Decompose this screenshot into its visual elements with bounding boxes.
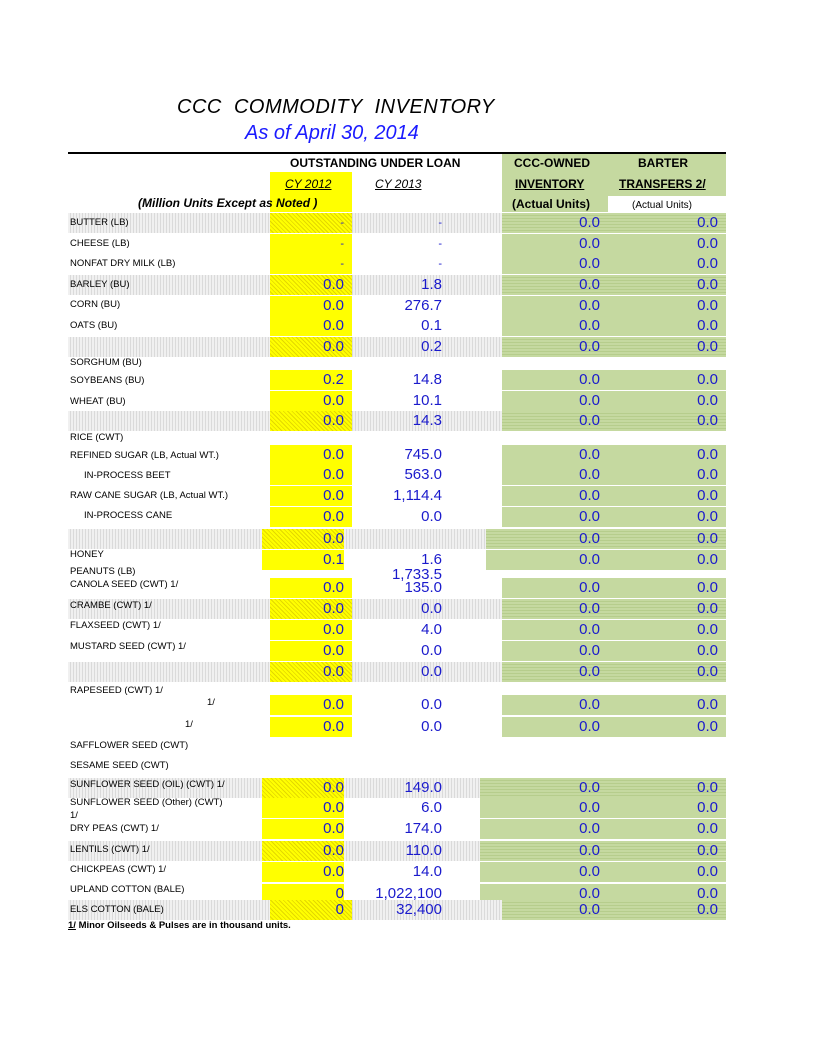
barter-value: 0.0 [697,412,718,429]
barter-value: 0.0 [697,255,718,272]
commodity-label: RAW CANE SUGAR (LB, Actual WT.) [70,490,229,501]
ccc-actual-units-header: (Actual Units) [512,197,590,211]
ccc-inventory-value: 0.0 [579,235,600,252]
page-subtitle: As of April 30, 2014 [245,122,419,144]
commodity-label: CHEESE (LB) [70,238,130,249]
commodity-label: CHICKPEAS (CWT) 1/ [70,864,167,875]
ccc-inventory-value: 0.0 [579,338,600,355]
ccc-inventory-value: 0.0 [579,579,600,596]
ccc-inventory-value: 0.0 [579,255,600,272]
footnote-mark: 1/ [68,920,76,931]
cy2012-value: 0.0 [323,530,344,547]
cy2012-value: 0.1 [323,551,344,568]
commodity-label: SUNFLOWER SEED (Other) (CWT) [70,797,223,808]
barter-value: 0.0 [697,551,718,568]
cy2012-value: 0.0 [323,412,344,429]
commodity-label: NONFAT DRY MILK (LB) [70,258,176,269]
barter-value: 0.0 [697,663,718,680]
cy2012-value: 0.0 [323,642,344,659]
cy2012-value: 0.0 [323,863,344,880]
cy2012-value: 0.0 [323,276,344,293]
ccc-inventory-value: 0.0 [579,799,600,816]
ccc-inventory-value: 0.0 [579,297,600,314]
commodity-label: LENTILS (CWT) 1/ [70,844,150,855]
footnote [68,920,291,931]
cy2012-value: 0.0 [323,799,344,816]
barter-value: 0.0 [697,446,718,463]
commodity-label: 1/ [70,810,78,821]
ccc-inventory-value: 0.0 [579,885,600,902]
cy2012-value: 0.0 [323,600,344,617]
cy2013-value: 1,733.5 [391,566,442,583]
barter-value: 0.0 [697,371,718,388]
barter-value: 0.0 [697,885,718,902]
barter-value: 0.0 [697,600,718,617]
commodity-label: OATS (BU) [70,320,118,331]
barter-value: 0.0 [697,317,718,334]
cy2013-value: - [438,217,442,229]
cy2013-value: 135.0 [404,579,442,596]
cy2012-value: - [340,258,344,270]
commodity-label: SESAME SEED (CWT) [70,760,169,771]
ccc-inventory-value: 0.0 [579,842,600,859]
cy2013-value: 110.0 [405,842,442,859]
cy2013-value: 6.0 [421,799,442,816]
commodity-label: IN-PROCESS CANE [84,510,173,521]
ccc-inventory-value: 0.0 [579,820,600,837]
ccc-inventory-value: 0.0 [579,621,600,638]
commodity-label: SUNFLOWER SEED (OIL) (CWT) 1/ [70,779,225,790]
cy2013-value: - [438,238,442,250]
barter-value: 0.0 [697,718,718,735]
commodity-label: UPLAND COTTON (BALE) [70,884,185,895]
cy2012-value: 0.0 [323,820,344,837]
inventory-header: INVENTORY [515,177,585,191]
barter-value: 0.0 [697,779,718,796]
commodity-label: PEANUTS (LB) [70,566,136,577]
commodity-label: RICE (CWT) [70,432,124,443]
cy2013-value: 1.8 [421,276,442,293]
cy2012-value: 0.0 [323,842,344,859]
cy2013-value: 0.1 [421,317,442,334]
cy2012-value: 0.0 [323,508,344,525]
barter-value: 0.0 [697,487,718,504]
barter-actual-units-header: (Actual Units) [632,200,693,211]
ccc-inventory-value: 0.0 [579,412,600,429]
transfers-header: TRANSFERS 2/ [619,177,706,191]
cy2012-value: 0.0 [323,317,344,334]
commodity-label: IN-PROCESS BEET [84,470,171,481]
cy2012-value: 0.0 [323,487,344,504]
barter-value: 0.0 [697,799,718,816]
ccc-inventory-value: 0.0 [579,466,600,483]
cy2012-value: 0.0 [323,297,344,314]
barter-value: 0.0 [697,579,718,596]
ccc-inventory-value: 0.0 [579,779,600,796]
cy2012-value: - [340,217,344,229]
cy2013-value: - [438,258,442,270]
barter-value: 0.0 [697,621,718,638]
cy2013-value: 1.6 [421,551,442,568]
footnote-text: Minor Oilseeds & Pulses are in thousand units. [75,920,291,931]
cy2013-value: 563.0 [404,466,442,483]
cy2012-value: 0 [335,885,344,902]
ccc-inventory-value: 0.0 [579,508,600,525]
cy2013-value: 4.0 [421,621,442,638]
ccc-inventory-value: 0.0 [579,530,600,547]
ccc-inventory-value: 0.0 [579,901,600,918]
cy2013-value: 1,022,100 [375,885,442,902]
ccc-inventory-value: 0.0 [579,446,600,463]
commodity-label: MUSTARD SEED (CWT) 1/ [70,641,186,652]
ccc-inventory-value: 0.0 [579,718,600,735]
cy2013-value: 174.0 [404,820,442,837]
cy2013-value: 0.0 [421,718,442,735]
barter-value: 0.0 [697,901,718,918]
commodity-label: CORN (BU) [70,299,121,310]
cy2013-value: 0.0 [421,600,442,617]
ccc-inventory-value: 0.0 [579,551,600,568]
ccc-inventory-value: 0.0 [579,214,600,231]
cy2013-value: 0.2 [421,338,442,355]
cy2012-value: 0.0 [323,579,344,596]
cy2012-value: 0.0 [323,663,344,680]
barter-value: 0.0 [697,214,718,231]
commodity-label: CANOLA SEED (CWT) 1/ [70,579,179,590]
cy2013-value: 14.8 [412,371,442,388]
ccc-inventory-value: 0.0 [579,663,600,680]
cy2013-value: 745.0 [404,446,442,463]
commodity-label: WHEAT (BU) [70,396,126,407]
commodity-label: BUTTER (LB) [70,217,129,228]
ccc-inventory-value: 0.0 [579,317,600,334]
ccc-inventory-value: 0.0 [579,642,600,659]
cy2013-value: 10.1 [412,392,442,409]
barter-value: 0.0 [697,466,718,483]
barter-value: 0.0 [697,642,718,659]
cy2012-value: 0.0 [323,392,344,409]
cy2012-value: 0.0 [323,466,344,483]
cy2013-value: 0.0 [421,508,442,525]
commodity-label: ELS COTTON (BALE) [70,904,164,915]
outstanding-header: OUTSTANDING UNDER LOAN [290,156,461,170]
barter-value: 0.0 [697,530,718,547]
barter-value: 0.0 [697,842,718,859]
cy2013-header: CY 2013 [375,177,422,191]
commodity-label: DRY PEAS (CWT) 1/ [70,823,159,834]
commodity-label: REFINED SUGAR (LB, Actual WT.) [70,450,219,461]
commodity-label: HONEY [70,549,104,560]
commodity-label: 1/ [207,697,215,708]
commodity-label: BARLEY (BU) [70,279,130,290]
cy2012-value: - [340,238,344,250]
ccc-inventory-value: 0.0 [579,600,600,617]
ccc-inventory-value: 0.0 [579,863,600,880]
commodity-label: 1/ [185,719,193,730]
barter-header: BARTER [638,156,688,170]
cy2012-value: 0 [335,901,344,918]
barter-value: 0.0 [697,338,718,355]
ccc-inventory-value: 0.0 [579,392,600,409]
commodity-label: FLAXSEED (CWT) 1/ [70,620,161,631]
cy2013-value: 14.3 [412,412,442,429]
cy2013-value: 1,114.4 [393,487,442,504]
cy2012-value: 0.0 [323,696,344,713]
ccc-owned-header: CCC-OWNED [514,156,590,170]
ccc-inventory-value: 0.0 [579,276,600,293]
ccc-inventory-value: 0.0 [579,371,600,388]
cy2012-value: 0.0 [323,779,344,796]
page-title: CCC COMMODITY INVENTORY [177,96,495,118]
commodity-label: SORGHUM (BU) [70,357,142,368]
barter-value: 0.0 [697,508,718,525]
cy2013-value: 32,400 [396,901,442,918]
cy2012-header: CY 2012 [285,177,332,191]
units-note: (Million Units Except as Noted ) [138,196,318,210]
cy2013-value: 0.0 [421,696,442,713]
cy2013-value: 149.0 [404,779,442,796]
commodity-label: RAPESEED (CWT) 1/ [70,685,163,696]
cy2013-value: 0.0 [421,642,442,659]
barter-value: 0.0 [697,863,718,880]
commodity-label: CRAMBE (CWT) 1/ [70,600,152,611]
commodity-label: SOYBEANS (BU) [70,375,145,386]
cy2012-value: 0.0 [323,621,344,638]
cy2012-value: 0.0 [323,446,344,463]
cy2012-value: 0.0 [323,718,344,735]
barter-value: 0.0 [697,235,718,252]
commodity-label: SAFFLOWER SEED (CWT) [70,740,189,751]
cy2012-value: 0.2 [323,371,344,388]
ccc-inventory-value: 0.0 [579,487,600,504]
ccc-inventory-value: 0.0 [579,696,600,713]
cy2013-value: 14.0 [412,863,442,880]
barter-value: 0.0 [697,820,718,837]
cy2013-value: 276.7 [404,297,442,314]
barter-value: 0.0 [697,392,718,409]
barter-value: 0.0 [697,276,718,293]
cy2013-value: 0.0 [421,663,442,680]
barter-value: 0.0 [697,297,718,314]
barter-value: 0.0 [697,696,718,713]
cy2012-value: 0.0 [323,338,344,355]
